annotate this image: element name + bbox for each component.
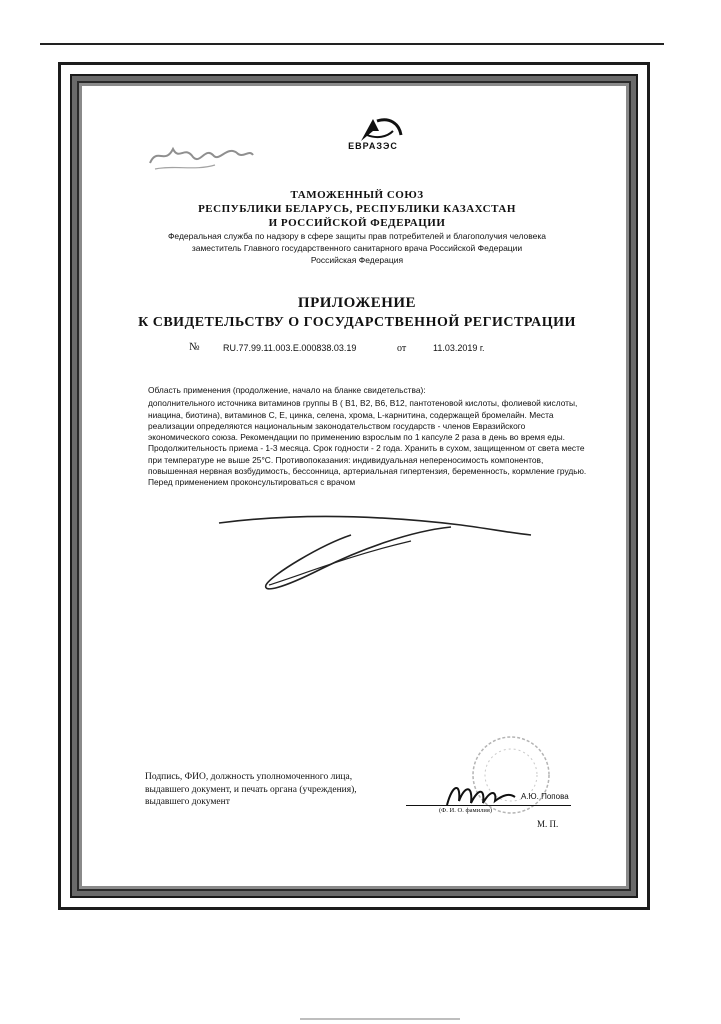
number-label: №: [189, 341, 200, 353]
header-line-2: РЕСПУБЛИКИ БЕЛАРУСЬ, РЕСПУБЛИКИ КАЗАХСТАН: [198, 203, 516, 215]
signatory-caption: (Ф. И. О. фамилия): [439, 807, 493, 814]
registration-date: 11.03.2019 г.: [433, 343, 485, 353]
signature-line: [406, 805, 571, 806]
application-scope-text: [148, 385, 588, 489]
signatory-name: А.Ю. Попова: [521, 792, 569, 801]
date-label: от: [397, 343, 407, 354]
stamp-place-label: М. П.: [537, 819, 559, 829]
document-title: ПРИЛОЖЕНИЕ: [297, 295, 417, 311]
header-line-5: заместитель Главного государственного санитарного врача Российской Федерации: [191, 243, 523, 253]
document-subtitle: К СВИДЕТЕЛЬСТВУ О ГОСУДАРСТВЕННОЙ РЕГИСТРАЦИИ: [138, 315, 576, 330]
registration-number: RU.77.99.11.003.E.000838.03.19: [223, 343, 357, 353]
header-line-1: ТАМОЖЕННЫЙ СОЮЗ: [290, 189, 424, 201]
certificate-frame: [58, 62, 650, 910]
header-line-6: Российская Федерация: [310, 255, 404, 265]
handwritten-signature: [211, 505, 541, 615]
scope-heading: Область применения (продолжение, начало на бланке свидетельства):: [148, 385, 426, 395]
certificate-content: [61, 65, 653, 913]
scan-artifact: [300, 1018, 460, 1020]
eurasec-logo-icon: [333, 113, 413, 163]
scan-top-rule: [40, 43, 664, 45]
header-line-3: И РОССИЙСКОЙ ФЕДЕРАЦИИ: [268, 217, 446, 229]
header-line-4: Федеральная служба по надзору в сфере защиты прав потребителей и благополучия человека: [167, 231, 547, 241]
handwritten-note: [145, 135, 255, 175]
signature-label: Подпись, ФИО, должность уполномоченного лица, выдавшего документ, и печать органа (учреждения), выдавшего документ: [145, 772, 357, 807]
logo-text: ЕВРАЗЭС: [348, 141, 398, 151]
scope-body: дополнительного источника витаминов группы В ( В1, В2, В6, В12, пантотеновой кислоты, фолиевой кислоты, ниацина, биотина), витаминов С, Е, цинка, селена, хрома, L-карнитина, содержащей бромелайн. Места реализации определяются национальным законодательством государств - членов Евразийского экономического союза. Рекомендации по применению взрослым по 1 капсуле 2 раза в день во время еды. Продолжительность приема - 1-3 месяца. Срок годности - 2 года. Хранить в сухом, защищенном от света месте при температуре не выше 25°С. Противопоказания: индивидуальная непереносимость компонентов, повышенная нервная возбудимость, бессонница, артериальная гипертензия, беременность, кормление грудью. Перед применением проконсультироваться с врачом: [148, 398, 587, 488]
